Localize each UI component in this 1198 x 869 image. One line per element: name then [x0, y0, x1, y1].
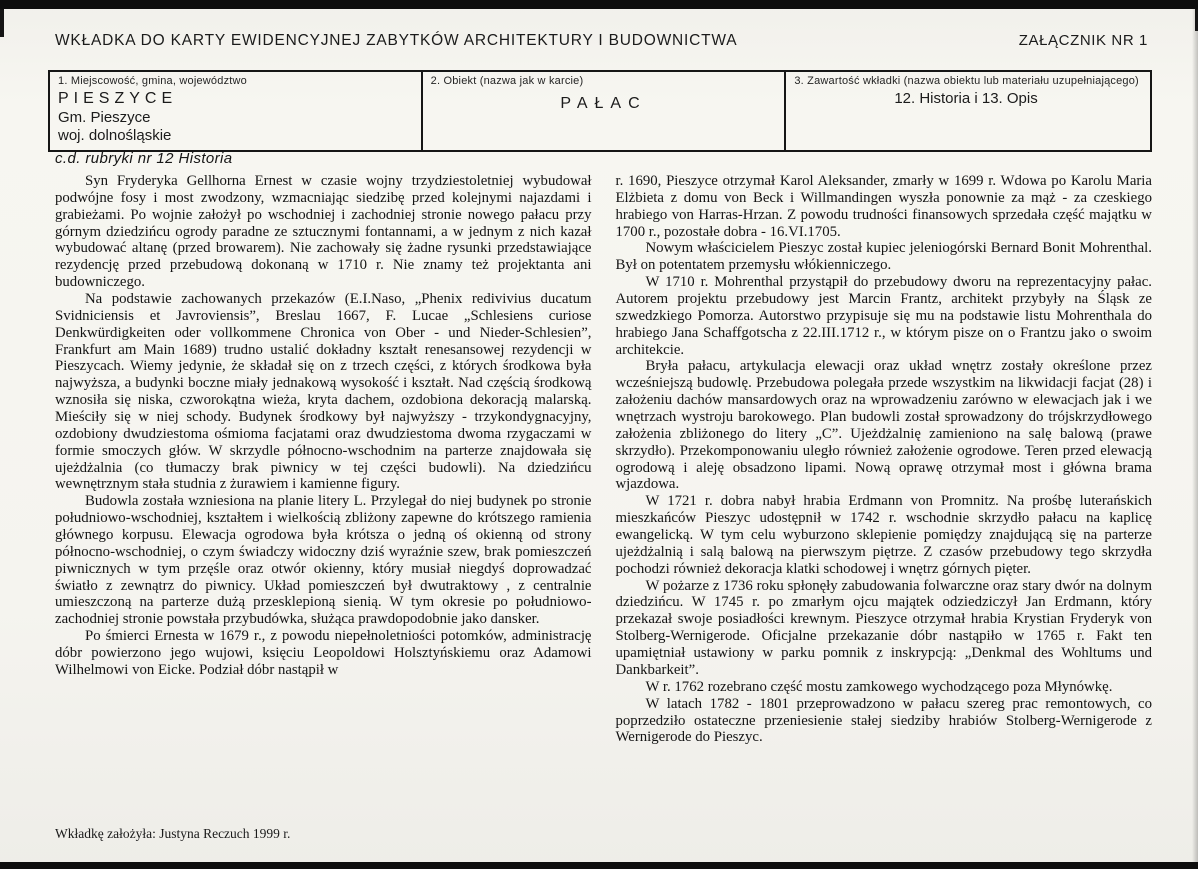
attachment-label: ZAŁĄCZNIK NR 1: [1018, 32, 1148, 49]
text-columns: [55, 173, 1152, 746]
paragraph: Syn Fryderyka Gellhorna Ernest w czasie wojny trzydziestoletniej wybudował podwójne fosy i most zwodzony, wzmacniając siedzibę przed kolejnymi najazdami i grabieżami. Po wojnie założył po wschodniej i zachodniej stronie nowego pałacu przy górnym dziedzińcu ogrody paradne ze sztucznymi fontannami, a w jednym z nich kazał wybudować altanę (przed browarem). Nie zachowały się żadne rysunki przedstawiające rezydencję przed przebudową dokonaną w 1710 r. Nie znamy też projektanta ani budowniczego.: [55, 173, 592, 291]
paragraph: W 1721 r. dobra nabył hrabia Erdmann von Promnitz. Na prośbę luterańskich mieszkańców Pieszyc udostępnił w 1742 r. wschodnie skrzydło pałacu na kaplicę ewangelicką. W tym celu wyburzono sklepienie pomiędzy znajdującą się na parterze ujeżdżalnią i salą balową na pierwszym piętrze. Z czasów przebudowy tego skrzydła pochodzi również dekoracja klatki schodowej i wnętrz górnych pięter.: [615, 493, 1152, 577]
scan-edge-bottom: [0, 862, 1198, 869]
footer-note: Wkładkę założyła: Justyna Reczuch 1999 r.: [55, 826, 291, 841]
paragraph: W pożarze z 1736 roku spłonęły zabudowania folwarczne oraz stary dwór na dolnym dziedzińcu. W 1745 r. po zmarłym ojcu majątek odziedziczył Jan Erdmann, który przekazał swoje posiadłości krewnym. Pieszyce otrzymał hrabia Krystian Fryderyk von Stolberg-Wernigerode. Oficjalne przekazanie dóbr nastąpiło w 1765 r. Fakt ten upamiętniał ustawiony w parku pomnik z inskrypcją: „Denkmal des Wohltums und Dankbarkeit”.: [615, 577, 1152, 678]
scan-artifact-left: [0, 9, 4, 37]
location-commune: Gm. Pieszyce: [58, 109, 151, 126]
paragraph: r. 1690, Pieszyce otrzymał Karol Aleksander, zmarły w 1699 r. Wdowa po Karolu Maria Elżbieta z domu von Beck i Willmandingen wyszła ponownie za mąż - za czeskiego hrabiego von Harras-Hrzan. Z powodu trudności finansowych sprzedała część majątku w 1700 r., pozostałe dobra - 16.VI.1705.: [615, 173, 1152, 240]
document-header: [55, 32, 1148, 50]
contents-label: 3. Zawartość wkładki (nazwa obiektu lub materiału uzupełniającego): [794, 75, 1139, 87]
paragraph: W 1710 r. Mohrenthal przystąpił do przebudowy dworu na reprezentacyjny pałac. Autorem projektu przebudowy jest Marcin Frantz, architekt przybyły na Śląsk ze szwedzkiego Pomorza. Autorstwo przypisuje się mu na podstawie listu Mohrenthala do hrabiego Jana Schaffgotscha z 22.III.1712 r., w którym pisze on o Frantzu jako o swoim architekcie.: [615, 274, 1152, 358]
paragraph: Budowla została wzniesiona na planie litery L. Przylegał do niej budynek po stronie południowo-wschodniej, kształtem i wielkością zbliżony zapewne do krótszego ramienia głównego korpusu. Elewacja ogrodowa była krótsza o jedną oś okienną od strony północno-wschodniej, o czym świadczy widoczny dziś wyraźnie szew, brak pomieszczeń piwnicznych w tym przęśle oraz otwór okienny, który musiał niegdyś doprowadzać światło z zewnątrz do piwnicy. Układ pomieszczeń był dwutraktowy , z centralnie umieszczoną na parterze dużą przesklepioną sienią. W tym okresie po południowo-zachodniej stronie powstała przybudówka, służąca prawdopodobnie jako dansker.: [55, 493, 592, 628]
location-voivodeship: woj. dolnośląskie: [58, 127, 172, 144]
location-city: PIESZYCE: [58, 90, 178, 107]
cell-contents: [784, 72, 1150, 150]
paragraph: W latach 1782 - 1801 przeprowadzono w pałacu szereg prac remontowych, co poprzedziło ostateczne przeniesienie stałej siedziby hrabiów Stolberg-Wernigerode z Wernigerode do Pieszyc.: [615, 695, 1152, 746]
contents-value: 12. Historia i 13. Opis: [894, 90, 1038, 107]
scan-shade-right: [1192, 9, 1198, 862]
info-table: [48, 70, 1152, 152]
object-label: 2. Obiekt (nazwa jak w karcie): [430, 75, 584, 87]
section-heading: c.d. rubryki nr 12 Historia: [55, 150, 233, 167]
paragraph: Po śmierci Ernesta w 1679 r., z powodu niepełnoletniości potomków, administrację dóbr powierzono jego wujowi, księciu Leopoldowi Holsztyńskiemu oraz Adamowi Wilhelmowi von Eicke. Podział dóbr nastąpił w: [55, 628, 592, 678]
paragraph: Nowym właścicielem Pieszyc został kupiec jeleniogórski Bernard Bonit Mohrenthal. Był on potentatem przemysłu włókienniczego.: [615, 240, 1152, 274]
cell-object: [421, 72, 785, 150]
paragraph: W r. 1762 rozebrano część mostu zamkowego wychodzącego poza Młynówkę.: [645, 678, 1113, 695]
object-name: PAŁAC: [560, 95, 647, 112]
right-column: [616, 173, 1153, 746]
paragraph: Bryła pałacu, artykulacja elewacji oraz układ wnętrz zostały określone przez wcześniejszą budowlę. Przebudowa polegała przede wszystkim na likwidacji facjat (28) i założeniu dachów mansardowych oraz na wprowadzeniu zarówno w elewacjach jak i we wnętrzach wystroju barokowego. Plan budowli został sprowadzony do trójskrzydłowego założenia zbliżonego do litery „C”. Ujeżdżalnię zamieniono na salę balową (prawe skrzydło). Przekomponowaniu uległo również założenie ogrodowe. Teren przed elewacją ogrodową i aleję obsadzono lipami. Nową oprawę otrzymał most i główna brama wjazdowa.: [615, 358, 1152, 493]
left-column: [55, 173, 592, 746]
paragraph: Na podstawie zachowanych przekazów (E.I.Naso, „Phenix redivivius ducatum Svidniciensis et Javroviensis”, Breslau 1667, F. Lucae „Schlesiens curiose Denkwürdigkeiten oder vollkommene Chronica von Ober - und Nieder-Schlesien”, Frankfurt am Main 1689) trudno ustalić dokładny kształt renesansowej rezydencji w Pieszycach. Wiemy jedynie, że składał się on z trzech części, z których środkowa była najwyższa, a budynki boczne miały jednakową wysokość i kształt. Nad częścią środkową wznosiła się niska, czworokątna wieża, kryta dachem, ozdobiona dekoracją malarską. Mieściły się w niej schody. Budynek środkowy był najwyższy - trzykondygnacyjny, ozdobiony dwudziestoma ośmioma facjatami oraz dwudziestoma dwoma rzygaczami w formie smoczych głów. W skrzydle północno-wschodnim na parterze znajdowała się ujeżdżalnia (co tłumaczy brak piwnicy w tej części budowli). Na dziedzińcu wewnętrznym stała studnia z żurawiem i kamienne figury.: [55, 291, 592, 493]
location-label: 1. Miejscowość, gmina, województwo: [58, 75, 247, 87]
cell-location: [50, 72, 421, 150]
document-title: WKŁADKA DO KARTY EWIDENCYJNEJ ZABYTKÓW ARCHITEKTURY I BUDOWNICTWA: [55, 32, 738, 49]
scan-edge-top: [0, 0, 1198, 9]
document-body: [55, 150, 1152, 746]
